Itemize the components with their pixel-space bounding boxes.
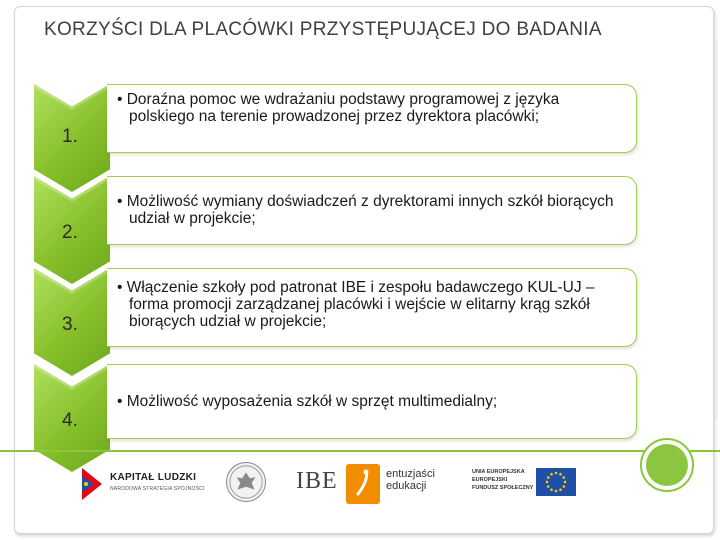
item-text: • Doraźna pomoc we wdrażaniu podstawy programowej z języka polskiego na terenie prowadzonej przez dyrektora placówki; bbox=[117, 91, 622, 125]
ue-line2: EUROPEJSKI bbox=[472, 477, 508, 483]
slide-title: KORZYŚCI DLA PLACÓWKI PRZYSTĘPUJĄCEJ DO BADANIA bbox=[44, 19, 602, 40]
item-text: • Możliwość wymiany doświadczeń z dyrektorami innych szkół biorących udział w projekcie; bbox=[117, 193, 622, 227]
eagle-emblem-icon bbox=[226, 462, 266, 502]
kapital-ludzki-subtitle: NARODOWA STRATEGIA SPÓJNOŚCI bbox=[110, 486, 205, 492]
decorative-circle bbox=[646, 444, 688, 486]
list-item-2 bbox=[0, 176, 720, 266]
ue-line3: FUNDUSZ SPOŁECZNY bbox=[472, 485, 534, 491]
eu-fund-logo-text bbox=[472, 468, 533, 492]
item-number: 4. bbox=[62, 410, 78, 431]
item-text: • Możliwość wyposażenia szkół w sprzęt multimedialny; bbox=[117, 393, 622, 410]
entuzjasci-line1: entuzjaści bbox=[386, 468, 435, 480]
item-number: 1. bbox=[62, 126, 78, 147]
kapital-ludzki-logo-icon bbox=[80, 464, 104, 504]
ibe-logo-text: IBE bbox=[296, 468, 338, 494]
item-text: • Włączenie szkoły pod patronat IBE i zespołu badawczego KUL-UJ – forma promocji zarządzanej placówki i wejście w elitarny krąg szkół biorących udział w projekcie; bbox=[117, 279, 622, 330]
item-text-box bbox=[107, 176, 637, 245]
logo-bar bbox=[80, 460, 640, 508]
kapital-ludzki-logo-text: KAPITAŁ LUDZKI bbox=[110, 472, 197, 483]
entuzjasci-line2: edukacji bbox=[386, 480, 427, 492]
entuzjasci-logo-icon bbox=[346, 464, 380, 504]
footer-divider bbox=[0, 450, 720, 452]
item-text-box bbox=[107, 84, 637, 153]
item-text-box bbox=[107, 364, 637, 439]
item-number: 2. bbox=[62, 222, 78, 243]
list-item-3 bbox=[0, 268, 720, 358]
item-number: 3. bbox=[62, 314, 78, 335]
eu-flag-icon bbox=[536, 468, 576, 496]
entuzjasci-logo-text bbox=[386, 468, 435, 492]
list-item-1 bbox=[0, 84, 720, 174]
ue-line1: UNIA EUROPEJSKA bbox=[472, 469, 525, 475]
list-item-4 bbox=[0, 364, 720, 454]
item-text-box bbox=[107, 268, 637, 347]
